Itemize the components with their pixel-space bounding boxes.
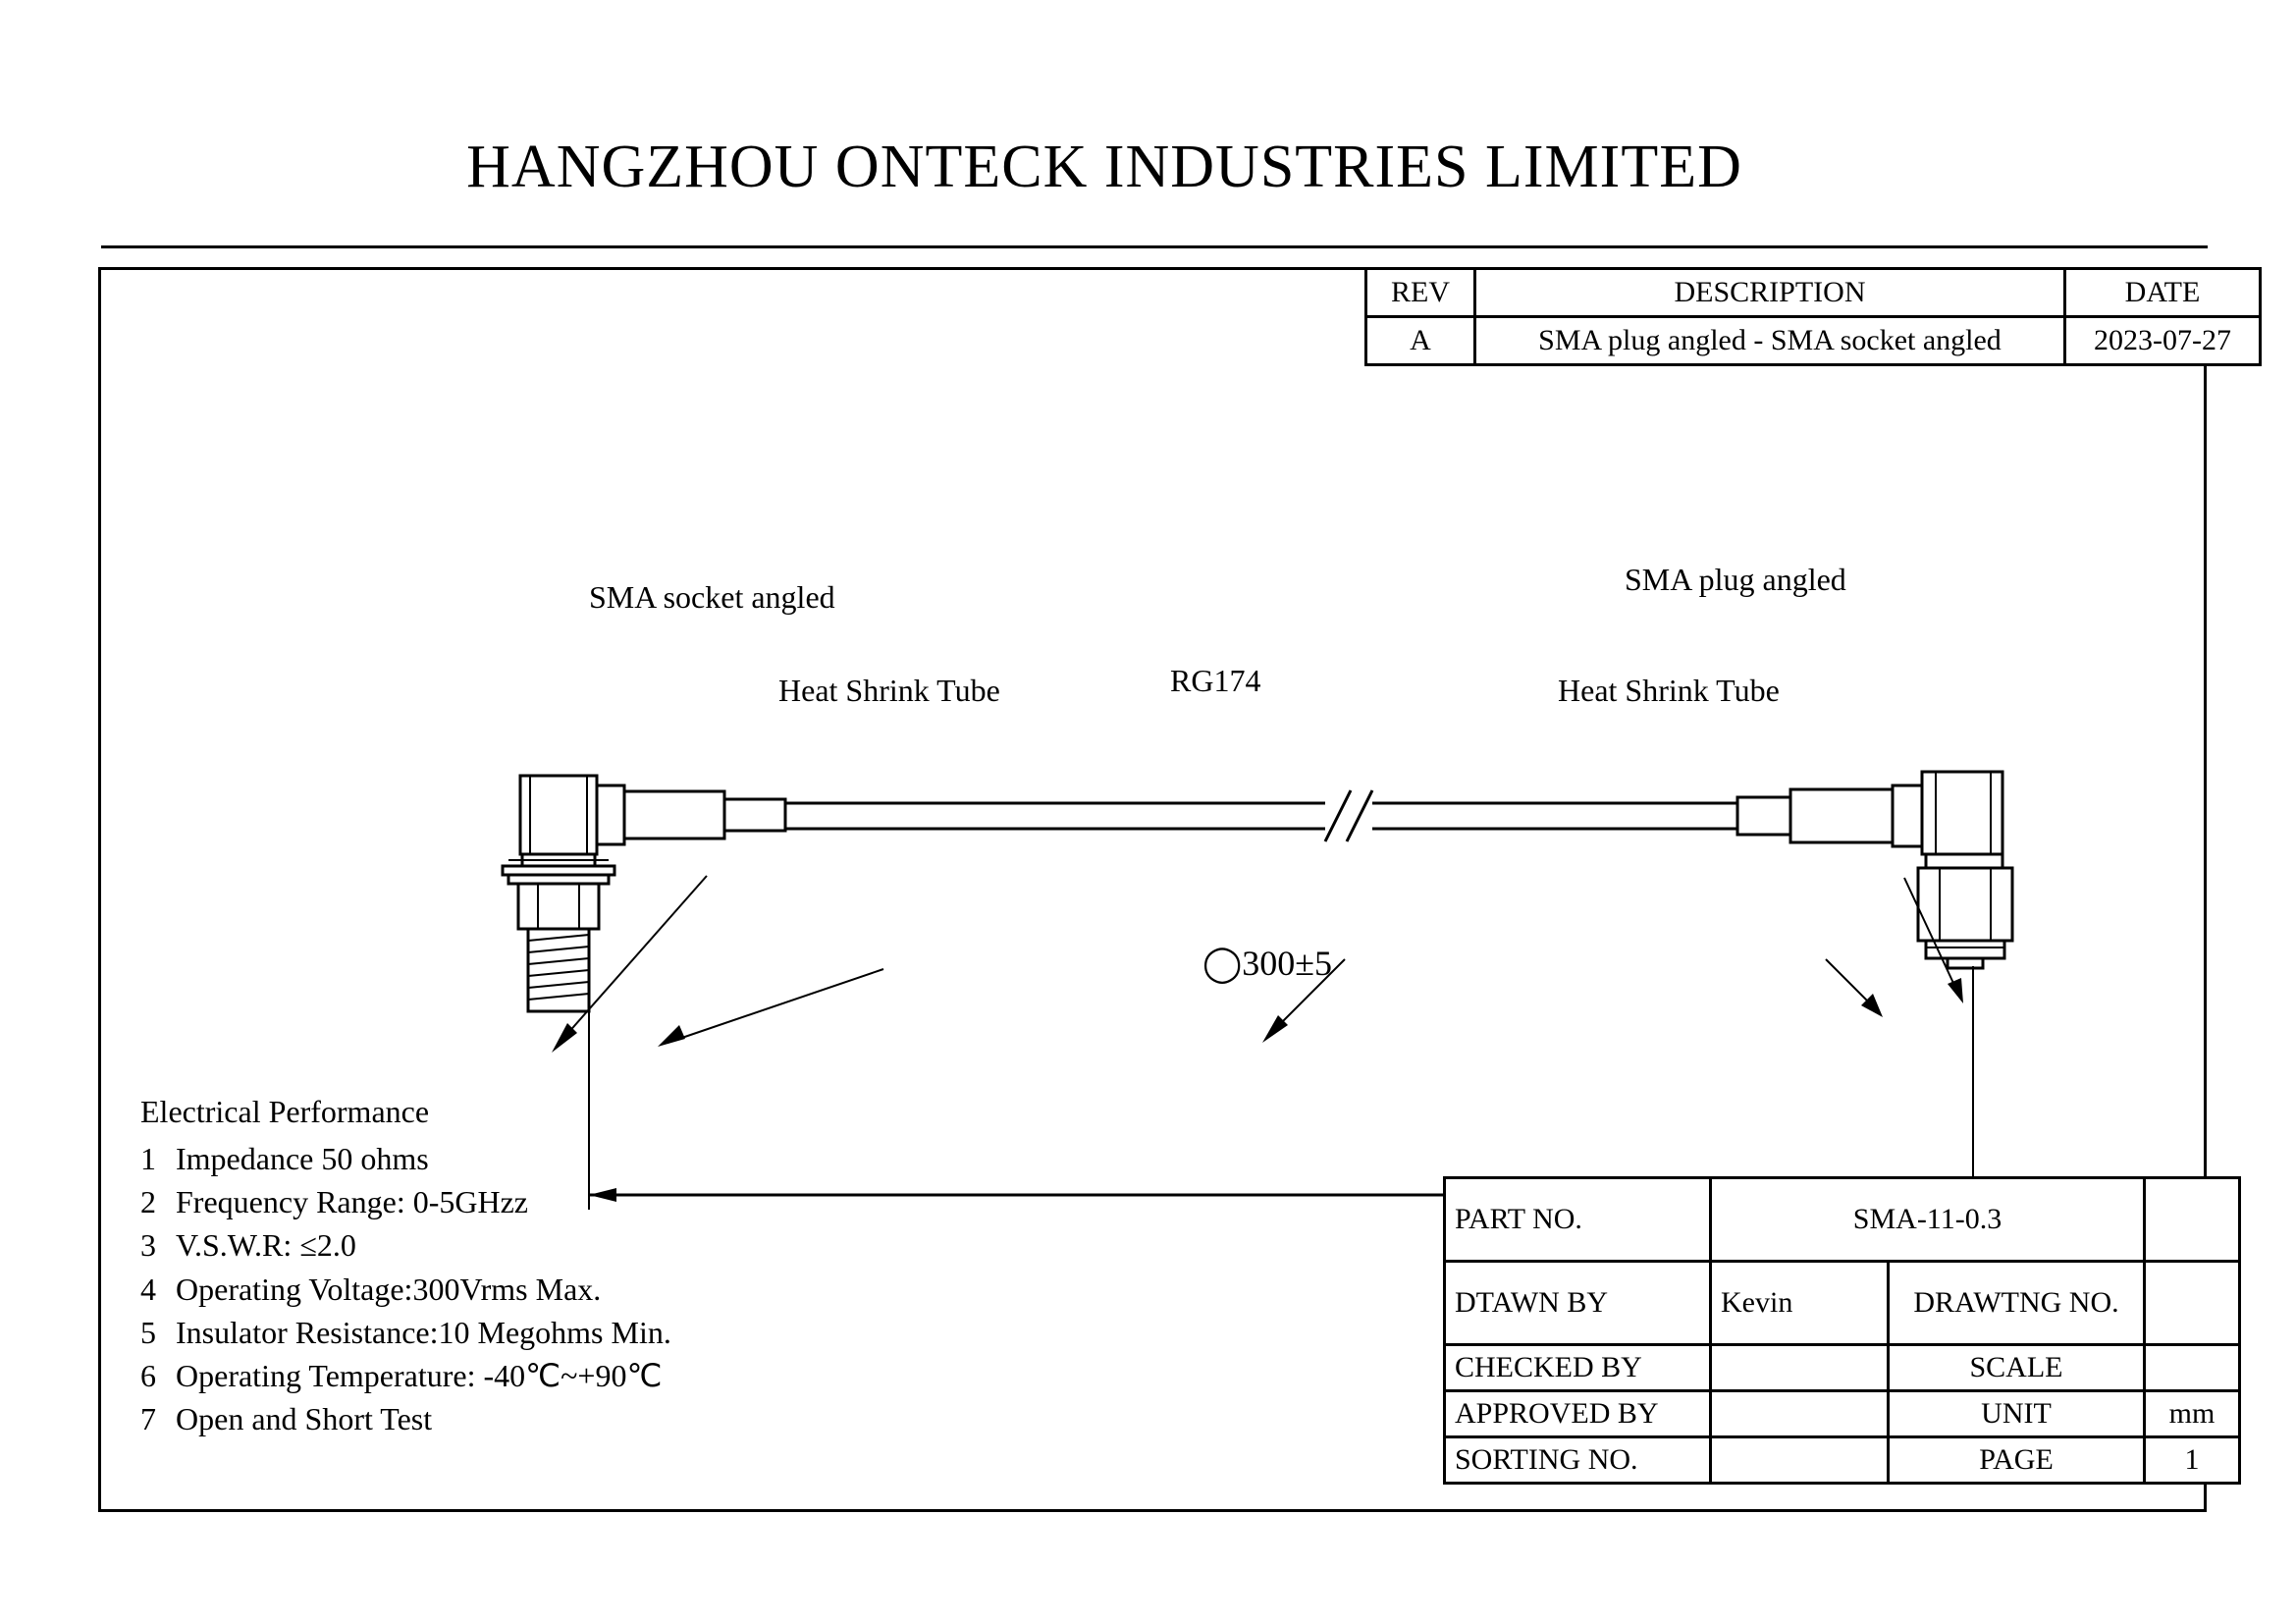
list-item-number: 7 [140,1401,156,1437]
list-item [140,1223,671,1267]
list-item-text: Frequency Range: 0-5GHzz [176,1184,528,1220]
electrical-performance-title: Electrical Performance [140,1094,430,1129]
length-symbol-icon: ◯ [1202,944,1243,983]
list-item-text: Operating Temperature: -40℃~+90℃ [176,1357,663,1393]
approved-by-value [1711,1391,1889,1437]
checked-by-label: CHECKED BY [1445,1345,1711,1391]
list-item [140,1137,671,1180]
label-heat-shrink-tube-right: Heat Shrink Tube [1558,673,1780,708]
list-item-number: 2 [140,1184,156,1220]
scale-value [2145,1345,2240,1391]
title-divider [101,245,2208,248]
table-row [1445,1391,2240,1437]
checked-by-value [1711,1345,1889,1391]
label-sma-socket-angled: SMA socket angled [589,579,835,615]
revision-header-date: DATE [2065,269,2261,317]
part-no-label: PART NO. [1445,1178,1711,1262]
sorting-no-label: SORTING NO. [1445,1437,1711,1484]
unit-value: mm [2145,1391,2240,1437]
list-item-text: Operating Voltage:300Vrms Max. [176,1271,602,1307]
list-item [140,1397,671,1440]
label-heat-shrink-tube-left: Heat Shrink Tube [778,673,1000,708]
list-item-number: 1 [140,1141,156,1177]
page-label: PAGE [1889,1437,2145,1484]
drawn-by-value: Kevin [1711,1262,1889,1345]
revision-cell-description: SMA plug angled - SMA socket angled [1475,317,2065,365]
unit-label: UNIT [1889,1391,2145,1437]
list-item-number: 4 [140,1271,156,1307]
revision-cell-date: 2023-07-27 [2065,317,2261,365]
revision-header-rev: REV [1366,269,1475,317]
revision-table [1364,267,2262,366]
label-sma-plug-angled: SMA plug angled [1625,562,1846,597]
table-row [1445,1345,2240,1391]
drawn-by-label: DTAWN BY [1445,1262,1711,1345]
table-row [1366,317,2261,365]
page-title: HANGZHOU ONTECK INDUSTRIES LIMITED [466,134,1742,200]
list-item [140,1180,671,1223]
list-item-number: 5 [140,1314,156,1350]
table-row [1445,1437,2240,1484]
list-item-number: 6 [140,1357,156,1393]
table-row [1445,1262,2240,1345]
length-value: 300±5 [1242,944,1333,983]
list-item-text: Open and Short Test [176,1401,433,1437]
list-item-text: V.S.W.R: ≤2.0 [176,1227,356,1264]
revision-cell-rev: A [1366,317,1475,365]
page-value: 1 [2145,1437,2240,1484]
dimension-length [1202,943,1332,984]
part-no-extra-cell [2145,1178,2240,1262]
drawing-no-value [2145,1262,2240,1345]
approved-by-label: APPROVED BY [1445,1391,1711,1437]
revision-header-row [1366,269,2261,317]
list-item-text: Insulator Resistance:10 Megohms Min. [176,1314,671,1350]
title-block-table [1443,1176,2241,1485]
table-row [1445,1178,2240,1262]
list-item [140,1311,671,1354]
list-item-number: 3 [140,1227,156,1264]
scale-label: SCALE [1889,1345,2145,1391]
sorting-no-value [1711,1437,1889,1484]
revision-header-description: DESCRIPTION [1475,269,2065,317]
drawing-no-label: DRAWTNG NO. [1889,1262,2145,1345]
list-item [140,1268,671,1311]
electrical-performance-block [140,1090,671,1440]
list-item [140,1354,671,1397]
list-item-text: Impedance 50 ohms [176,1141,429,1177]
part-no-value: SMA-11-0.3 [1711,1178,2145,1262]
label-cable-rg174: RG174 [1170,663,1261,698]
